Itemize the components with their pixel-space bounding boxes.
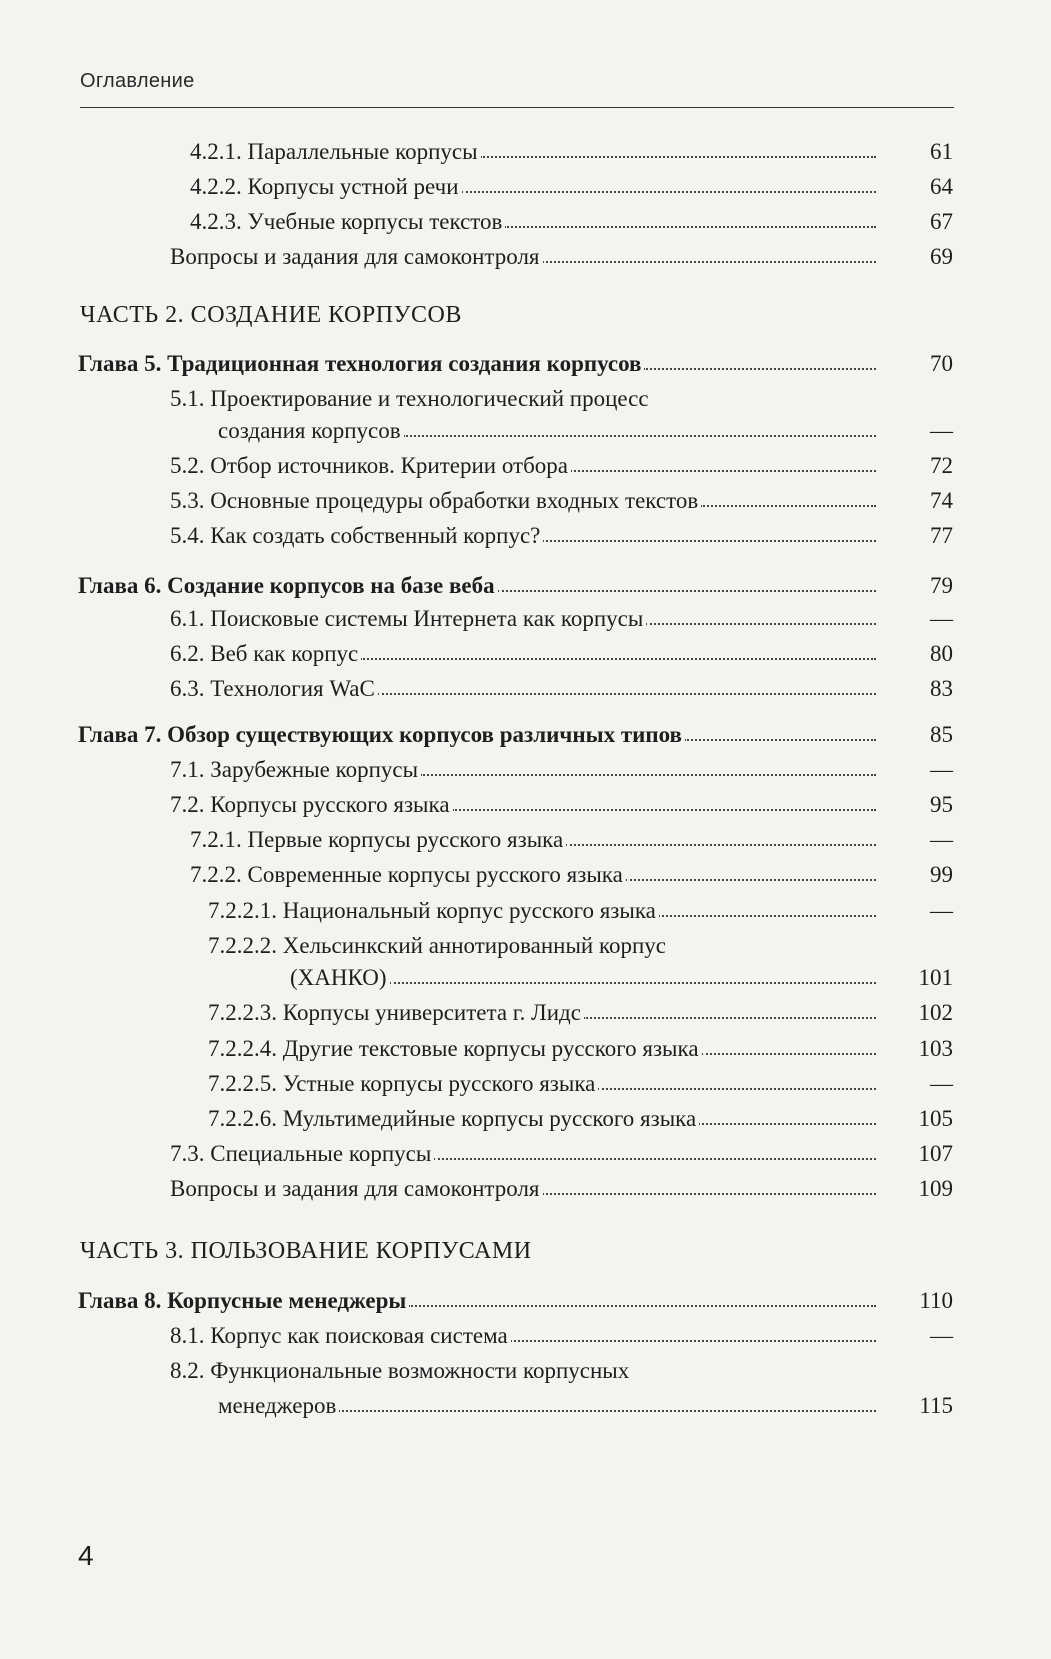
toc-page-number: 110 [919, 1288, 953, 1313]
toc-entry-title [190, 207, 505, 237]
toc-entry-title-text: 7.2.2.4. Другие текстовые корпусы русского языка [208, 1036, 702, 1061]
toc-entry [0, 674, 1051, 710]
dot-leader [698, 1123, 876, 1125]
toc-entry-title-text: 7.2.2.6. Мультимедийные корпусы русского языка [208, 1106, 699, 1131]
dot-leader [583, 1017, 876, 1019]
toc-entry-title-text: Глава 8. Корпусные менеджеры [78, 1288, 409, 1313]
dot-leader [684, 739, 876, 741]
toc-entry-title-text: 5.1. Проектирование и технологический процесс [170, 386, 652, 411]
dot-leader [701, 1053, 876, 1055]
toc-chapter-entry [0, 349, 1051, 385]
toc-entry-title-text: 4.2.2. Корпусы устной речи [190, 174, 462, 199]
toc-entry [0, 242, 1051, 278]
toc-entry-title-text: Вопросы и задания для самоконтроля [170, 1176, 543, 1201]
toc-entry-title [290, 963, 390, 993]
dot-leader [461, 191, 876, 193]
toc-entry-title-text: 4.2.1. Параллельные корпусы [190, 139, 481, 164]
toc-entry-title [170, 242, 543, 272]
toc-entry-title-text: 8.1. Корпус как поисковая система [170, 1323, 511, 1348]
toc-entry-title [208, 1104, 699, 1134]
running-header: Оглавление [80, 70, 195, 92]
toc-entry-title-text: 6.2. Веб как корпус [170, 641, 361, 666]
page-number: 4 [78, 1540, 94, 1571]
toc-page-number: — [930, 827, 953, 852]
toc-entry-title-text: 7.3. Специальные корпусы [170, 1141, 434, 1166]
toc-chapter-entry [0, 720, 1051, 756]
toc-entry [0, 521, 1051, 557]
dot-leader [645, 623, 876, 625]
toc-entry [0, 1174, 1051, 1210]
toc-chapter-entry [0, 571, 1051, 607]
toc-entry [0, 860, 1051, 896]
toc-entry-title [78, 1286, 409, 1316]
toc-entry-title [170, 604, 646, 634]
toc-page-number: — [930, 1323, 953, 1348]
toc-entry [0, 998, 1051, 1034]
toc-page-number: — [930, 757, 953, 782]
dot-leader [542, 261, 876, 263]
dot-leader [403, 435, 876, 437]
toc-entry-title [208, 1034, 702, 1064]
dot-leader [497, 590, 876, 592]
toc-entry-title-text: (ХАНКО) [290, 965, 390, 990]
dot-leader [433, 1158, 876, 1160]
dot-leader [480, 156, 876, 158]
toc-entry [0, 963, 1051, 999]
toc-entry-title [190, 137, 481, 167]
toc-entry [0, 639, 1051, 675]
toc-page-number: 61 [930, 139, 953, 164]
toc-page-number: 69 [930, 244, 953, 269]
dot-leader [504, 226, 876, 228]
toc-entry-title [170, 521, 543, 551]
toc-entry-title [208, 1069, 598, 1099]
dot-leader [420, 774, 876, 776]
toc-entry [0, 1356, 1051, 1392]
toc-entry-title [208, 931, 669, 961]
toc-page-number: — [930, 606, 953, 631]
toc-entry-title [170, 1174, 543, 1204]
toc-entry-title [170, 1139, 434, 1169]
toc-entry [0, 1321, 1051, 1357]
toc-entry-title [170, 790, 453, 820]
toc-entry-title-text: 7.2.2.2. Хельсинкский аннотированный корпус [208, 933, 669, 958]
toc-entry-title [218, 1391, 339, 1421]
toc-page-number: — [930, 1071, 953, 1096]
toc-entry [0, 896, 1051, 932]
dot-leader [377, 693, 876, 695]
dot-leader [360, 658, 876, 660]
toc-entry-title [170, 639, 361, 669]
toc-entry [0, 1391, 1051, 1427]
toc-entry-title-text: 4.2.3. Учебные корпусы текстов [190, 209, 505, 234]
toc-entry-title [190, 860, 626, 890]
toc-entry [0, 1139, 1051, 1175]
toc-page-number: 64 [930, 174, 953, 199]
toc-entry-title-text: 5.4. Как создать собственный корпус? [170, 523, 543, 548]
toc-entry-title-text: Вопросы и задания для самоконтроля [170, 244, 543, 269]
toc-entry-title-text: 6.1. Поисковые системы Интернета как корпусы [170, 606, 646, 631]
section-heading-part-2: ЧАСТЬ 2. СОЗДАНИЕ КОРПУСОВ [80, 302, 462, 328]
toc-page-number: — [930, 898, 953, 923]
dot-leader [625, 879, 876, 881]
toc-entry [0, 451, 1051, 487]
dot-leader [542, 1193, 876, 1195]
toc-page-number: 95 [930, 792, 953, 817]
toc-entry [0, 755, 1051, 791]
toc-page-number: 103 [918, 1036, 953, 1061]
toc-page-number: 83 [930, 676, 953, 701]
toc-page-number: 80 [930, 641, 953, 666]
dot-leader [452, 809, 876, 811]
toc-entry [0, 384, 1051, 420]
toc-entry-title [170, 486, 701, 516]
toc-entry-title-text: 7.2.2.3. Корпусы университета г. Лидс [208, 1000, 584, 1025]
toc-entry [0, 1034, 1051, 1070]
toc-page-number: 70 [930, 351, 953, 376]
toc-entry-title [78, 571, 498, 601]
toc-entry [0, 825, 1051, 861]
toc-entry [0, 790, 1051, 826]
toc-page-number: — [930, 418, 953, 443]
toc-page-number: 85 [930, 722, 953, 747]
section-heading-part-3: ЧАСТЬ 3. ПОЛЬЗОВАНИЕ КОРПУСАМИ [80, 1238, 532, 1264]
toc-entry [0, 604, 1051, 640]
toc-entry-title [170, 674, 378, 704]
toc-entry-title-text: Глава 6. Создание корпусов на базе веба [78, 573, 498, 598]
dot-leader [658, 915, 876, 917]
toc-entry-title [218, 416, 404, 446]
toc-entry-title-text: Глава 5. Традиционная технология создания корпусов [78, 351, 644, 376]
toc-entry-title [170, 384, 652, 414]
toc-page-number: 105 [918, 1106, 953, 1131]
toc-page-number: 99 [930, 862, 953, 887]
toc-entry-title-text: 8.2. Функциональные возможности корпусных [170, 1358, 632, 1383]
toc-entry-title-text: 7.2.1. Первые корпусы русского языка [190, 827, 566, 852]
toc-entry [0, 416, 1051, 452]
toc-entry-title [208, 896, 659, 926]
toc-entry-title-text: 7.2. Корпусы русского языка [170, 792, 453, 817]
toc-entry-title-text: 7.2.2.1. Национальный корпус русского языка [208, 898, 659, 923]
toc-entry [0, 1069, 1051, 1105]
dot-leader [542, 540, 876, 542]
toc-entry [0, 172, 1051, 208]
toc-entry-title [78, 349, 644, 379]
toc-entry [0, 486, 1051, 522]
dot-leader [700, 505, 876, 507]
dot-leader [565, 844, 876, 846]
toc-entry-title-text: создания корпусов [218, 418, 404, 443]
toc-entry [0, 207, 1051, 243]
toc-entry-title [208, 998, 584, 1028]
toc-page-number: 67 [930, 209, 953, 234]
toc-entry-title [170, 1321, 511, 1351]
dot-leader [597, 1088, 876, 1090]
toc-entry-title-text: 7.2.2. Современные корпусы русского языка [190, 862, 626, 887]
dot-leader [510, 1340, 876, 1342]
toc-chapter-entry [0, 1286, 1051, 1322]
toc-entry [0, 1104, 1051, 1140]
toc-page-number: 72 [930, 453, 953, 478]
toc-entry-title [170, 755, 421, 785]
dot-leader [408, 1305, 876, 1307]
toc-page-number: 107 [918, 1141, 953, 1166]
dot-leader [643, 368, 876, 370]
toc-page-number: 77 [930, 523, 953, 548]
toc-page-number: 102 [918, 1000, 953, 1025]
toc-page-number: 101 [918, 965, 953, 990]
toc-entry-title-text: Глава 7. Обзор существующих корпусов различных типов [78, 722, 685, 747]
toc-entry-title-text: 7.1. Зарубежные корпусы [170, 757, 421, 782]
toc-entry-title-text: менеджеров [218, 1393, 339, 1418]
toc-entry-title [190, 172, 462, 202]
toc-entry [0, 137, 1051, 173]
toc-entry-title-text: 7.2.2.5. Устные корпусы русского языка [208, 1071, 598, 1096]
toc-entry-title [170, 1356, 632, 1386]
toc-page-number: 109 [918, 1176, 953, 1201]
toc-entry-title [170, 451, 571, 481]
toc-entry-title [190, 825, 566, 855]
toc-entry-title-text: 5.3. Основные процедуры обработки входных текстов [170, 488, 701, 513]
toc-entry-title-text: 6.3. Технология WaC [170, 676, 378, 701]
dot-leader [570, 470, 876, 472]
toc-page-number: 79 [930, 573, 953, 598]
toc-entry-title-text: 5.2. Отбор источников. Критерии отбора [170, 453, 571, 478]
dot-leader [338, 1410, 876, 1412]
toc-entry-title [78, 720, 685, 750]
toc-page-number: 74 [930, 488, 953, 513]
toc-page-number: 115 [919, 1393, 953, 1418]
dot-leader [389, 982, 876, 984]
toc-entry [0, 931, 1051, 967]
